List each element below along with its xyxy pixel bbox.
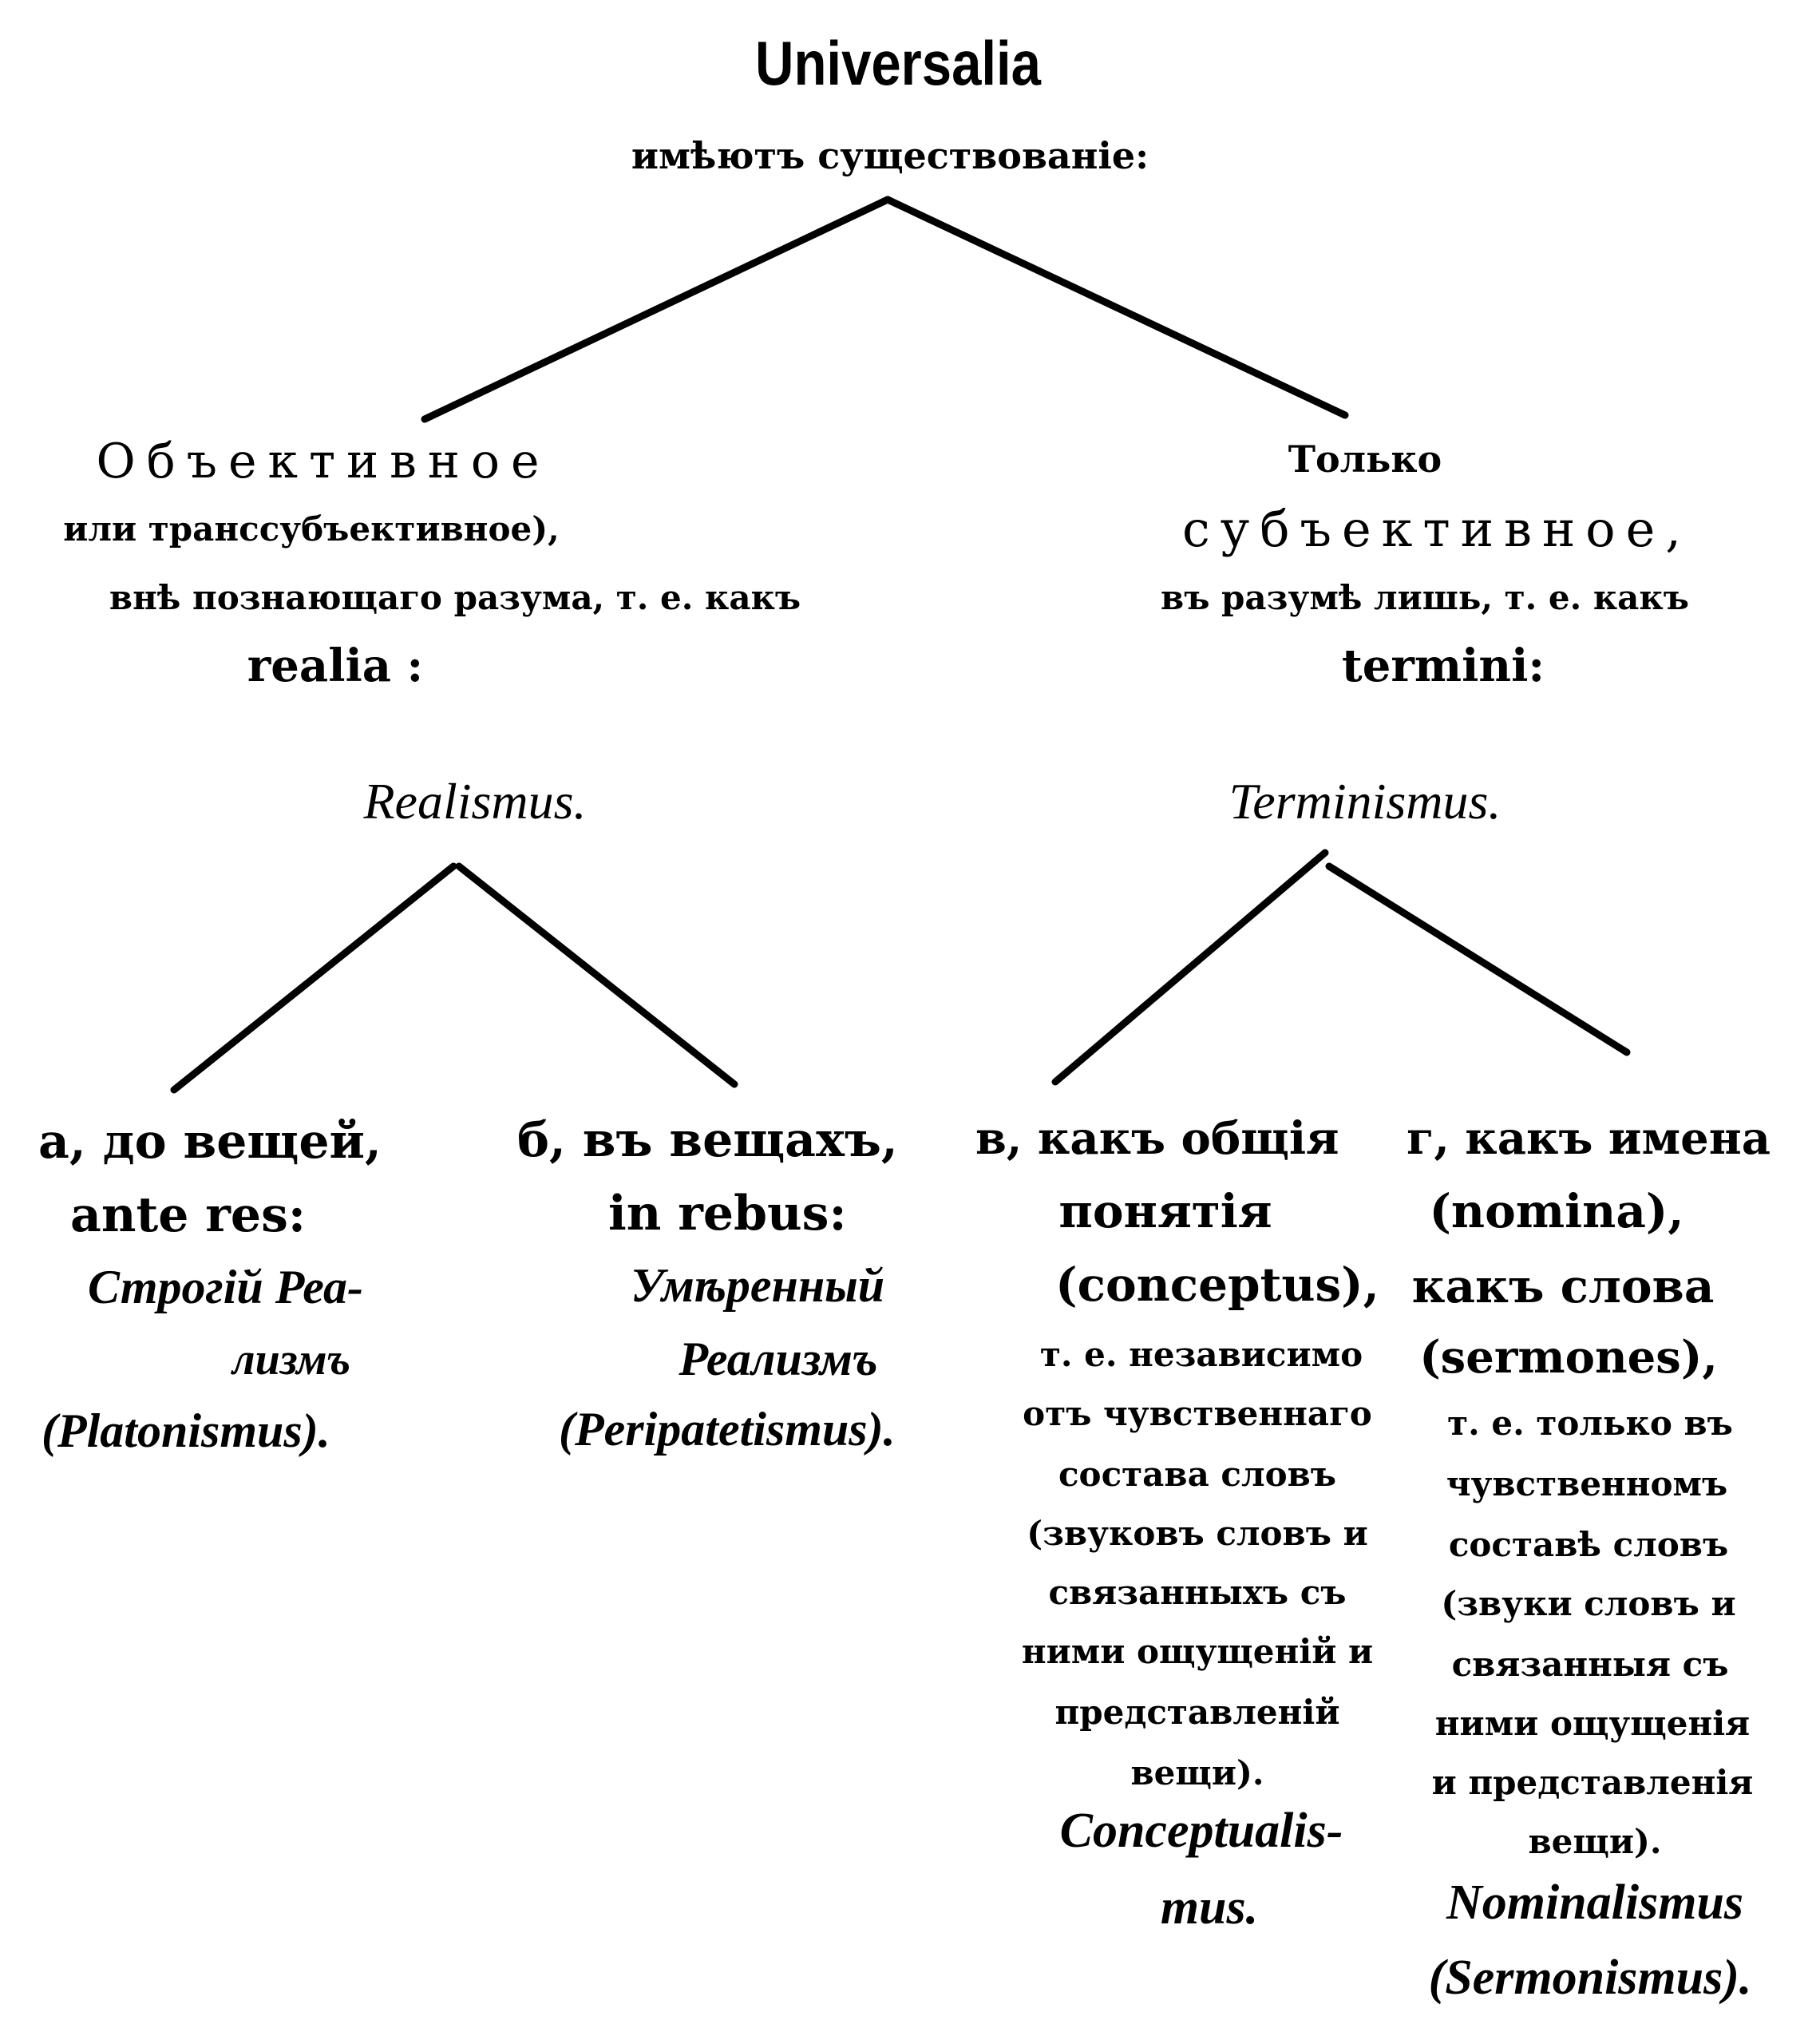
v-line-10: представленій — [1054, 1693, 1340, 1732]
terminismus-label: Terminismus. — [1228, 773, 1502, 830]
g-nomina: (nomina), — [1429, 1184, 1684, 1238]
realismus-label: Realismus. — [363, 773, 587, 830]
objective-line-3: внѣ познающаго разума, т. е. какъ — [109, 578, 801, 617]
objective-heading: Объективное — [96, 434, 551, 489]
objective-line-2: или транссубъективное), — [63, 509, 560, 549]
a-ante-res: ante res: — [70, 1187, 306, 1243]
g-line-11: и представленія — [1431, 1763, 1754, 1802]
g-line-5: т. е. только въ — [1447, 1404, 1733, 1443]
b-in-rebus: in rebus: — [608, 1186, 847, 1242]
v-line-11: вещи). — [1130, 1753, 1264, 1792]
v-heading: в, какъ общія — [975, 1112, 1339, 1165]
edge-root-left — [425, 200, 888, 419]
edge-realismus-b — [459, 866, 734, 1084]
b-realism: Реализмъ — [679, 1333, 878, 1385]
g-line-9: связанныя съ — [1451, 1645, 1729, 1684]
g-sermones: (sermones), — [1419, 1331, 1718, 1384]
g-as-words: какъ слова — [1411, 1259, 1715, 1313]
g-nominalismus: Nominalismus — [1446, 1875, 1744, 1930]
root-subtitle: имѣютъ существованіе: — [631, 134, 1149, 177]
a-platonismus: (Platonismus). — [42, 1404, 330, 1457]
g-line-12: вещи). — [1528, 1822, 1662, 1861]
g-line-7: составѣ словъ — [1448, 1525, 1729, 1564]
subjective-heading: субъективное, — [1182, 500, 1691, 558]
g-line-10: ними ощущенія — [1434, 1704, 1751, 1743]
v-conceptualismus: Conceptualis- — [1059, 1804, 1343, 1858]
subjective-only: Только — [1288, 438, 1442, 481]
edge-realismus-a — [174, 866, 453, 1090]
g-line-8: (звуки словъ и — [1441, 1584, 1736, 1623]
edge-terminismus-g — [1329, 866, 1627, 1052]
subjective-line-3: въ разумѣ лишь, т. е. какъ — [1161, 578, 1689, 617]
subjective-termini: termini: — [1341, 640, 1545, 692]
g-line-6: чувственномъ — [1446, 1464, 1728, 1503]
a-strict-realism: Строгій Реа- — [88, 1261, 364, 1313]
v-line-8: связанныхъ съ — [1048, 1573, 1347, 1612]
v-line-6: состава словъ — [1058, 1455, 1337, 1494]
v-concepts: понятія — [1058, 1184, 1272, 1238]
objective-realia: realia : — [247, 640, 424, 692]
v-line-7: (звуковъ словъ и — [1027, 1514, 1368, 1553]
b-moderate: Умѣренный — [631, 1259, 885, 1312]
v-conceptualismus-cont: mus. — [1160, 1880, 1259, 1935]
b-peripatetismus: (Peripatetismus). — [559, 1403, 896, 1456]
g-heading: г, какъ имена — [1407, 1112, 1771, 1165]
a-realism-cont: лизмъ — [231, 1335, 351, 1384]
a-heading: а, до вещей, — [38, 1114, 382, 1170]
root-title: Universalia — [755, 28, 1041, 98]
edge-root-right — [888, 200, 1345, 415]
v-line-9: ними ощущеній и — [1021, 1632, 1374, 1671]
b-heading: б, въ вещахъ, — [517, 1112, 898, 1168]
edge-terminismus-v — [1055, 853, 1325, 1082]
g-sermonismus: (Sermonismus). — [1428, 1951, 1752, 2005]
v-line-5: отъ чувственнаго — [1023, 1394, 1372, 1433]
v-conceptus: (conceptus), — [1055, 1258, 1379, 1312]
v-line-4: т. е. независимо — [1039, 1335, 1363, 1374]
